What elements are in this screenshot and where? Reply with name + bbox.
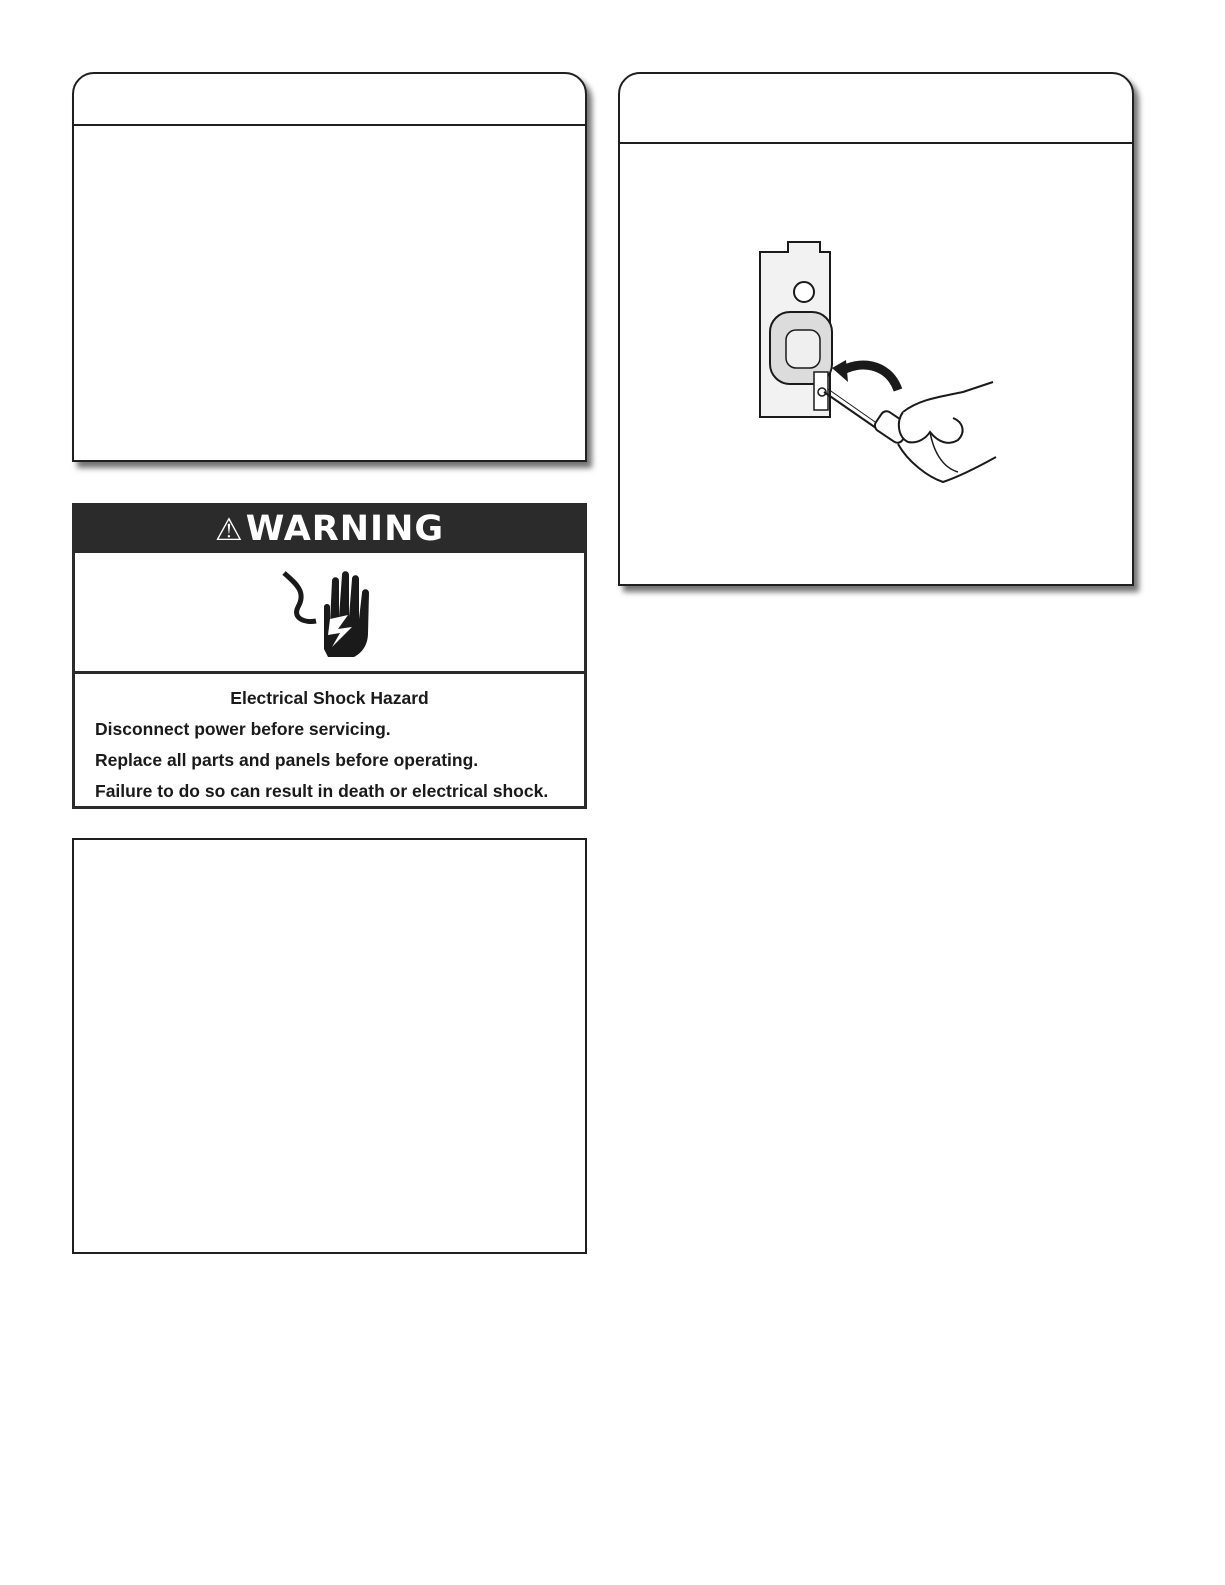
- warning-box: [72, 503, 587, 809]
- hazard-title: Electrical Shock Hazard: [230, 688, 429, 708]
- warning-triangle-icon: ⚠: [214, 512, 244, 548]
- instruction-panel-top-left: [72, 72, 587, 462]
- electrical-shock-hand-icon: [280, 567, 380, 663]
- warning-header: [75, 506, 584, 553]
- warning-line-1: Disconnect power before servicing.: [95, 719, 391, 739]
- warning-title: WARNING: [245, 509, 445, 549]
- warning-body: [75, 674, 584, 802]
- panel-header-divider: [74, 124, 585, 126]
- screwdriver-removing-cover-plate-icon: [748, 232, 1008, 492]
- warning-symbol-area: [75, 553, 584, 674]
- panel-header-divider: [620, 142, 1132, 144]
- warning-line-2: Replace all parts and panels before operating.: [95, 750, 479, 770]
- warning-line-3: Failure to do so can result in death or electrical shock.: [95, 781, 549, 801]
- instruction-panel-bottom-left: [72, 838, 587, 1254]
